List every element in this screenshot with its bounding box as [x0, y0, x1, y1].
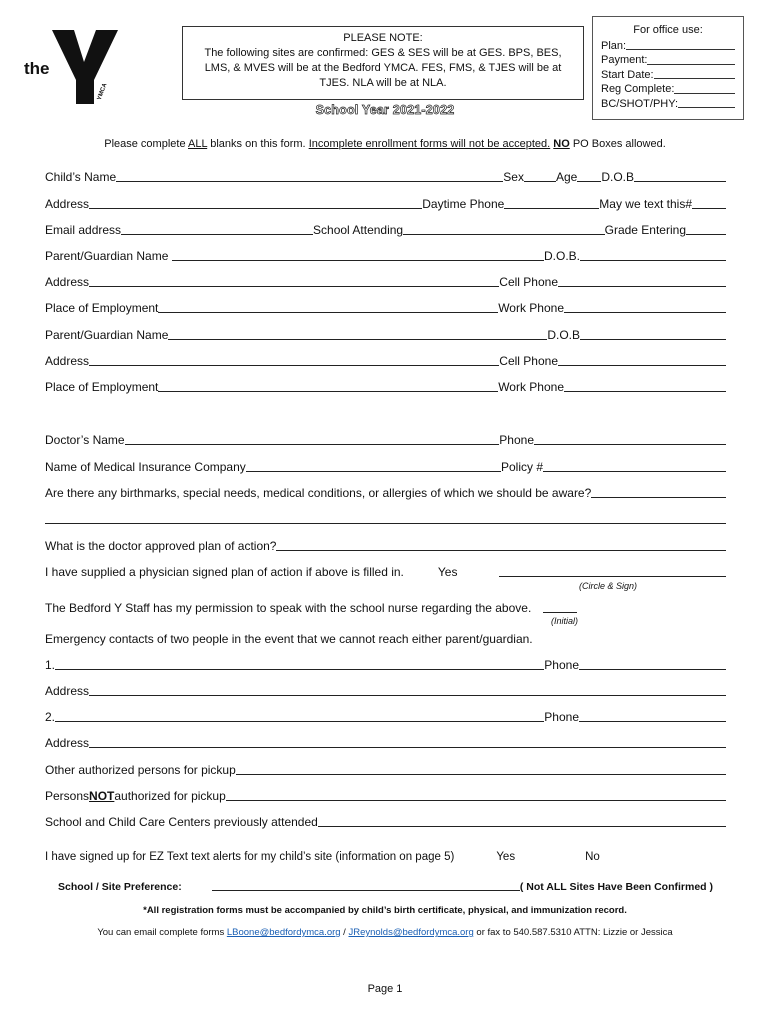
email-link-lboone[interactable]: LBoone@bedfordymca.org: [226, 927, 341, 938]
guardian1-work-phone-field[interactable]: [564, 312, 726, 313]
conditions-label: Are there any birthmarks, special needs, medical conditions, or allergies of which we should be aware?: [45, 486, 592, 500]
guardian2-work-phone-label: Work Phone: [498, 380, 564, 394]
school-attending-field[interactable]: [403, 234, 605, 235]
notice-box: [182, 26, 584, 100]
conditions-field[interactable]: [591, 497, 726, 498]
physician-signature-field[interactable]: [499, 576, 726, 577]
insurance-field[interactable]: [246, 471, 501, 472]
emergency1-phone-label: Phone: [544, 658, 579, 672]
insurance-label: Name of Medical Insurance Company: [45, 460, 246, 474]
text-this-field[interactable]: [692, 208, 726, 209]
guardian2-address-field[interactable]: [89, 365, 499, 366]
not-confirmed-note: ( Not ALL Sites Have Been Confirmed ): [519, 881, 713, 893]
office-reg-field[interactable]: [674, 82, 735, 94]
email-link-jreynolds[interactable]: JReynolds@bedfordymca.org: [348, 927, 474, 938]
notice-line-3: TJES. NLA will be at NLA.: [319, 77, 447, 89]
ez-text-yes[interactable]: Yes: [496, 851, 516, 863]
physician-plan-label: I have supplied a physician signed plan of action if above is filled in.: [45, 565, 404, 579]
office-payment-row: [601, 53, 743, 68]
school-attending-label: School Attending: [313, 223, 404, 237]
not-pickup-field[interactable]: [226, 800, 726, 801]
address-label: Address: [45, 197, 90, 211]
notice-line-2: LMS, & MVES will be at the Bedford YMCA. FES, FMS, & TJES will be at: [204, 62, 562, 74]
office-reg-row: [601, 82, 743, 97]
doctor-row: [45, 431, 726, 447]
guardian2-name-label: Parent/Guardian Name: [45, 328, 169, 342]
emergency1-label: 1.: [45, 658, 56, 672]
emergency1-row: [45, 656, 726, 672]
daytime-phone-field[interactable]: [504, 208, 599, 209]
guardian2-name-row: [45, 326, 726, 342]
site-preference-label: School / Site Preference:: [58, 881, 182, 893]
nurse-permission-row: [45, 599, 726, 615]
instr-text-1: Please complete: [104, 138, 189, 150]
guardian2-dob-label: D.O.B: [547, 328, 580, 342]
guardian1-address-row: [45, 273, 726, 289]
child-name-row: [45, 168, 726, 184]
doctor-field[interactable]: [125, 444, 500, 445]
guardian1-cell-field[interactable]: [558, 286, 726, 287]
ez-text-label: I have signed up for EZ Text text alerts for my child’s site (information on page 5): [45, 851, 455, 863]
office-start-row: [601, 68, 743, 83]
ez-text-row: [45, 847, 726, 863]
physician-plan-row: [45, 563, 726, 579]
guardian2-address-label: Address: [45, 354, 90, 368]
emergency1-phone-field[interactable]: [579, 669, 726, 670]
ez-text-no[interactable]: No: [585, 851, 600, 863]
guardian2-cell-field[interactable]: [558, 365, 726, 366]
guardian1-employment-row: [45, 299, 726, 315]
initial-note: (Initial): [551, 616, 579, 626]
emergency2-name-field[interactable]: [55, 721, 544, 722]
instr-all: ALL: [188, 138, 208, 150]
other-pickup-row: [45, 761, 726, 777]
child-name-field[interactable]: [116, 181, 503, 182]
grade-entering-field[interactable]: [686, 234, 726, 235]
site-preference-row: [58, 881, 713, 893]
guardian2-employment-field[interactable]: [158, 391, 498, 392]
email-fax-line: [0, 927, 770, 938]
office-bc-label: BC/SHOT/PHY:: [601, 97, 679, 110]
email-separator: /: [340, 927, 349, 938]
guardian2-work-phone-field[interactable]: [564, 391, 726, 392]
not-pickup-label-2: authorized for pickup: [114, 789, 226, 803]
child-dob-field[interactable]: [634, 181, 726, 182]
circle-sign-note: (Circle & Sign): [579, 581, 638, 591]
instr-no: NO: [553, 138, 570, 150]
emergency2-address-row: [45, 734, 726, 750]
insurance-row: [45, 458, 726, 474]
age-field[interactable]: [577, 181, 601, 182]
address-field[interactable]: [89, 208, 422, 209]
email-row: [45, 221, 726, 237]
plan-action-field[interactable]: [276, 550, 726, 551]
ymca-logo: [22, 22, 132, 106]
guardian2-cell-label: Cell Phone: [499, 354, 558, 368]
sex-label: Sex: [503, 170, 524, 184]
emergency2-address-field[interactable]: [89, 747, 726, 748]
email-pre-text: You can email complete forms: [97, 927, 227, 938]
guardian1-name-label: Parent/Guardian Name: [45, 249, 169, 263]
office-plan-row: [601, 39, 743, 54]
daytime-phone-label: Daytime Phone: [422, 197, 505, 211]
previous-schools-label: School and Child Care Centers previously attended: [45, 815, 318, 829]
emergency2-phone-label: Phone: [544, 710, 579, 724]
office-payment-field[interactable]: [647, 53, 735, 65]
school-year-title: School Year 2021-2022: [315, 103, 455, 117]
not-pickup-label-1: Persons: [45, 789, 90, 803]
office-plan-field[interactable]: [626, 39, 735, 51]
other-pickup-field[interactable]: [236, 774, 726, 775]
instr-text-3: PO Boxes allowed.: [569, 138, 666, 150]
logo-ymca-text: YMCA: [96, 82, 109, 102]
instructions: [0, 138, 770, 150]
guardian1-name-field[interactable]: [172, 260, 544, 261]
emergency-intro-label: Emergency contacts of two people in the event that we cannot reach either parent/guardian.: [45, 632, 533, 646]
guardian2-name-field[interactable]: [168, 339, 547, 340]
child-dob-label: D.O.B: [601, 170, 634, 184]
emergency2-address-label: Address: [45, 736, 90, 750]
guardian1-employment-field[interactable]: [158, 312, 498, 313]
guardian2-address-row: [45, 352, 726, 368]
email-label: Email address: [45, 223, 122, 237]
logo-the-text: the: [24, 59, 50, 78]
emergency1-address-label: Address: [45, 684, 90, 698]
guardian1-address-field[interactable]: [89, 286, 499, 287]
conditions-field-2[interactable]: [45, 523, 726, 524]
plan-action-row: [45, 537, 726, 553]
not-pickup-not: NOT: [89, 789, 115, 803]
nurse-initial-field[interactable]: [543, 612, 577, 613]
guardian1-work-phone-label: Work Phone: [498, 301, 564, 315]
not-pickup-row: [45, 787, 726, 803]
office-start-label: Start Date:: [601, 68, 654, 81]
emergency-intro-row: [45, 630, 726, 646]
office-title: For office use:: [633, 24, 703, 36]
doctor-phone-label: Phone: [499, 433, 534, 447]
address-row: [45, 195, 726, 211]
guardian1-cell-label: Cell Phone: [499, 275, 558, 289]
guardian2-employment-row: [45, 378, 726, 394]
guardian1-dob-label: D.O.B.: [543, 249, 580, 263]
email-field[interactable]: [121, 234, 313, 235]
y-shape: [52, 30, 118, 104]
office-payment-label: Payment:: [601, 54, 648, 66]
emergency2-label: 2.: [45, 710, 56, 724]
notice-title: PLEASE NOTE:: [343, 32, 423, 44]
sex-field[interactable]: [524, 181, 556, 182]
plan-action-label: What is the doctor approved plan of action?: [45, 539, 277, 553]
doctor-label: Doctor’s Name: [45, 433, 125, 447]
policy-label: Policy #: [500, 460, 543, 474]
fax-text: or fax to 540.587.5310 ATTN: Lizzie or Jessica: [473, 927, 673, 938]
policy-field[interactable]: [543, 471, 726, 472]
age-label: Age: [555, 170, 578, 184]
grade-entering-label: Grade Entering: [604, 223, 686, 237]
doctor-phone-field[interactable]: [534, 444, 726, 445]
emergency2-row: [45, 708, 726, 724]
other-pickup-label: Other authorized persons for pickup: [45, 763, 236, 777]
office-start-field[interactable]: [654, 68, 735, 80]
guardian1-name-row: [45, 247, 726, 263]
emergency2-phone-field[interactable]: [579, 721, 726, 722]
nurse-permission-label: The Bedford Y Staff has my permission to speak with the school nurse regarding the above.: [45, 601, 532, 615]
emergency1-address-field[interactable]: [89, 695, 726, 696]
text-this-label: May we text this#: [599, 197, 692, 211]
child-name-label: Child’s Name: [45, 170, 117, 184]
instr-text-2: blanks on this form.: [207, 138, 309, 150]
emergency1-name-field[interactable]: [55, 669, 544, 670]
notice-line-1: The following sites are confirmed: GES & SES will be at GES. BPS, BES,: [204, 47, 562, 59]
guardian2-dob-field[interactable]: [580, 339, 726, 340]
page-number: Page 1: [367, 983, 403, 995]
conditions-continued-row: [45, 510, 726, 526]
guardian1-employment-label: Place of Employment: [45, 301, 159, 315]
previous-schools-field[interactable]: [318, 826, 726, 827]
guardian1-dob-field[interactable]: [580, 260, 726, 261]
registration-note: *All registration forms must be accompanied by child’s birth certificate, physical, and immunization record.: [143, 905, 627, 916]
conditions-row: [45, 484, 726, 500]
site-preference-field[interactable]: [212, 890, 520, 891]
emergency1-address-row: [45, 682, 726, 698]
office-plan-label: Plan:: [601, 39, 627, 52]
office-reg-label: Reg Complete:: [601, 83, 675, 95]
guardian2-employment-label: Place of Employment: [45, 380, 159, 394]
previous-schools-row: [45, 813, 726, 829]
instr-incomplete: Incomplete enrollment forms will not be accepted.: [308, 138, 551, 150]
guardian1-address-label: Address: [45, 275, 90, 289]
physician-plan-yes[interactable]: Yes: [437, 565, 458, 579]
